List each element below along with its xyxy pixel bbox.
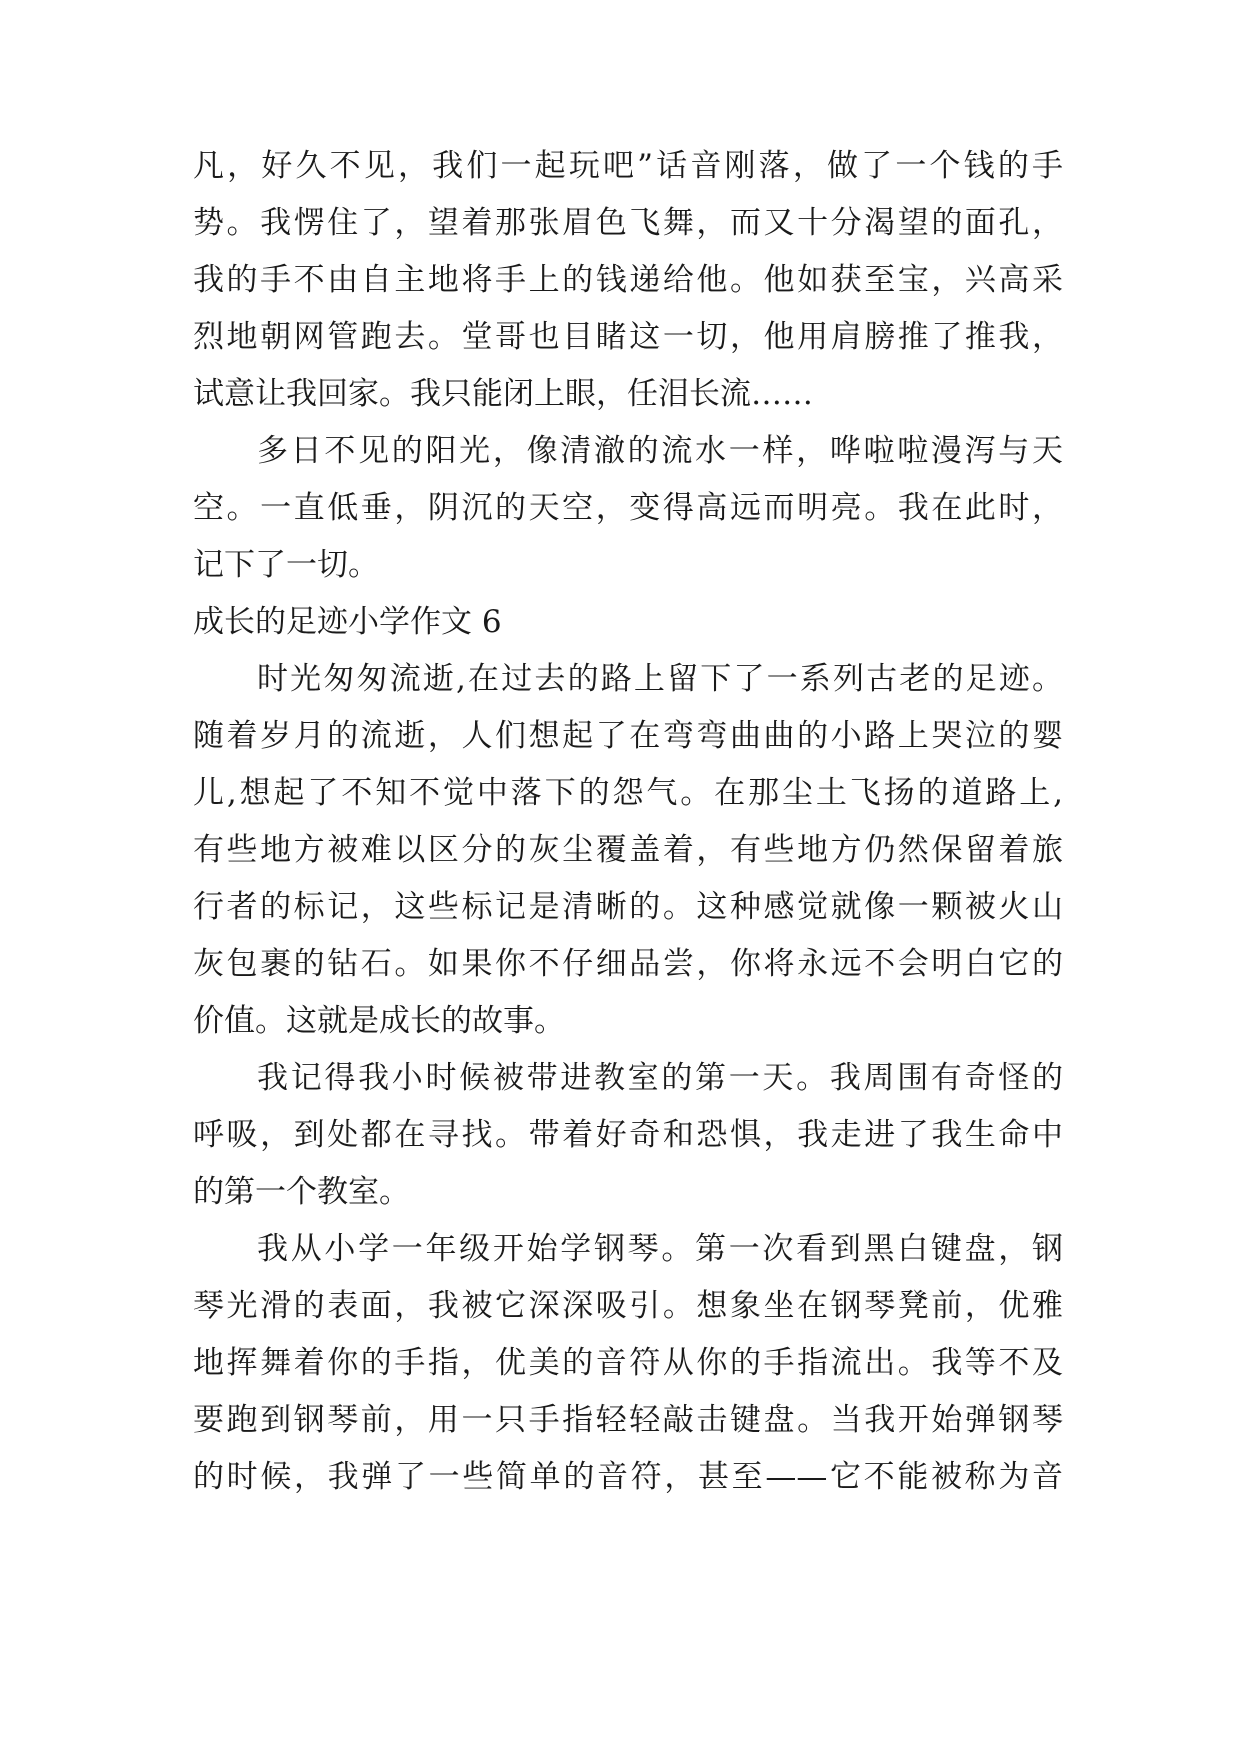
paragraph-1-line-2: 势。我愣住了，望着那张眉色飞舞，而又十分渴望的面孔， [193,205,1063,241]
paragraph-4-line-3: 的第一个教室。 [193,1174,410,1210]
paragraph-1-line-5: 试意让我回家。我只能闭上眼，任泪长流…… [193,376,813,412]
paragraph-3-line-7: 价值。这就是成长的故事。 [193,1003,565,1039]
paragraph-1-line-3: 我的手不由自主地将手上的钱递给他。他如获至宝，兴高采 [193,262,1063,298]
paragraph-3-line-1: 时光匆匆流逝,在过去的路上留下了一系列古老的足迹。 [257,661,1063,697]
paragraph-5-line-1: 我从小学一年级开始学钢琴。第一次看到黑白键盘，钢 [257,1231,1063,1267]
paragraph-5-line-4: 要跑到钢琴前，用一只手指轻轻敲击键盘。当我开始弹钢琴 [193,1402,1063,1438]
section-heading: 成长的足迹小学作文 6 [193,604,502,640]
paragraph-2-line-3: 记下了一切。 [193,547,379,583]
paragraph-4-line-2: 呼吸，到处都在寻找。带着好奇和恐惧，我走进了我生命中 [193,1117,1063,1153]
paragraph-1-line-1: 凡，好久不见，我们一起玩吧”话音刚落，做了一个钱的手 [193,148,1063,184]
paragraph-2-line-1: 多日不见的阳光，像清澈的流水一样，哗啦啦漫泻与天 [257,433,1063,469]
paragraph-3-line-2: 随着岁月的流逝，人们想起了在弯弯曲曲的小路上哭泣的婴 [193,718,1063,754]
paragraph-3-line-5: 行者的标记，这些标记是清晰的。这种感觉就像一颗被火山 [193,889,1063,925]
paragraph-3-line-6: 灰包裹的钻石。如果你不仔细品尝，你将永远不会明白它的 [193,946,1063,982]
paragraph-5-line-2: 琴光滑的表面，我被它深深吸引。想象坐在钢琴凳前，优雅 [193,1288,1063,1324]
paragraph-3-line-3: 儿,想起了不知不觉中落下的怨气。在那尘土飞扬的道路上, [193,775,1063,811]
paragraph-2-line-2: 空。一直低垂，阴沉的天空，变得高远而明亮。我在此时， [193,490,1063,526]
paragraph-1-line-4: 烈地朝网管跑去。堂哥也目睹这一切，他用肩膀推了推我， [193,319,1063,355]
paragraph-5-line-3: 地挥舞着你的手指，优美的音符从你的手指流出。我等不及 [193,1345,1063,1381]
paragraph-3-line-4: 有些地方被难以区分的灰尘覆盖着，有些地方仍然保留着旅 [193,832,1063,868]
paragraph-4-line-1: 我记得我小时候被带进教室的第一天。我周围有奇怪的 [257,1060,1063,1096]
paragraph-5-line-5: 的时候，我弹了一些简单的音符，甚至——它不能被称为音 [193,1459,1063,1495]
